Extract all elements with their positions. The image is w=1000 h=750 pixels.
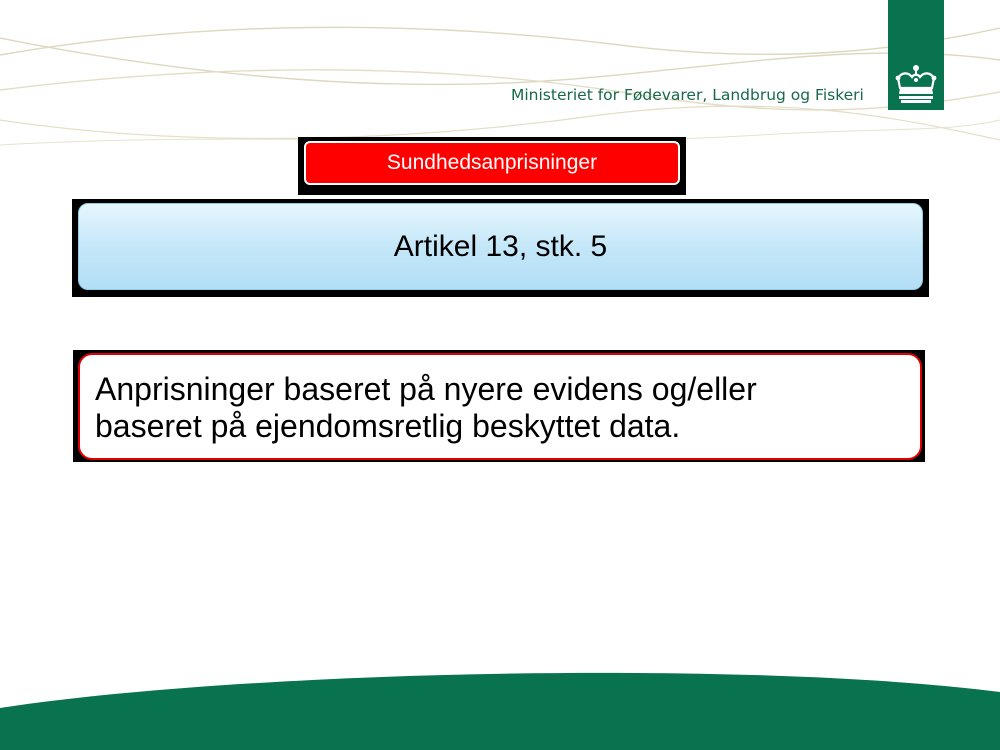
section-label: Sundhedsanprisninger [304, 141, 680, 185]
claim-text-frame [73, 350, 925, 462]
claim-text-box [78, 353, 922, 460]
claim-text-line: baseret på ejendomsretlig beskyttet data. [95, 408, 681, 444]
article-title: Artikel 13, stk. 5 [78, 203, 923, 290]
article-title-frame [72, 199, 929, 297]
crown-icon [892, 64, 940, 106]
crest-banner [888, 0, 944, 110]
section-label-frame [298, 137, 686, 195]
footer-green-band [0, 660, 1000, 750]
claim-text-line: Anprisninger baseret på nyere evidens og/eller [95, 371, 757, 407]
ministry-name: Ministeriet for Fødevarer, Landbrug og Fiskeri [511, 86, 864, 104]
header-wave-lines [0, 0, 1000, 160]
